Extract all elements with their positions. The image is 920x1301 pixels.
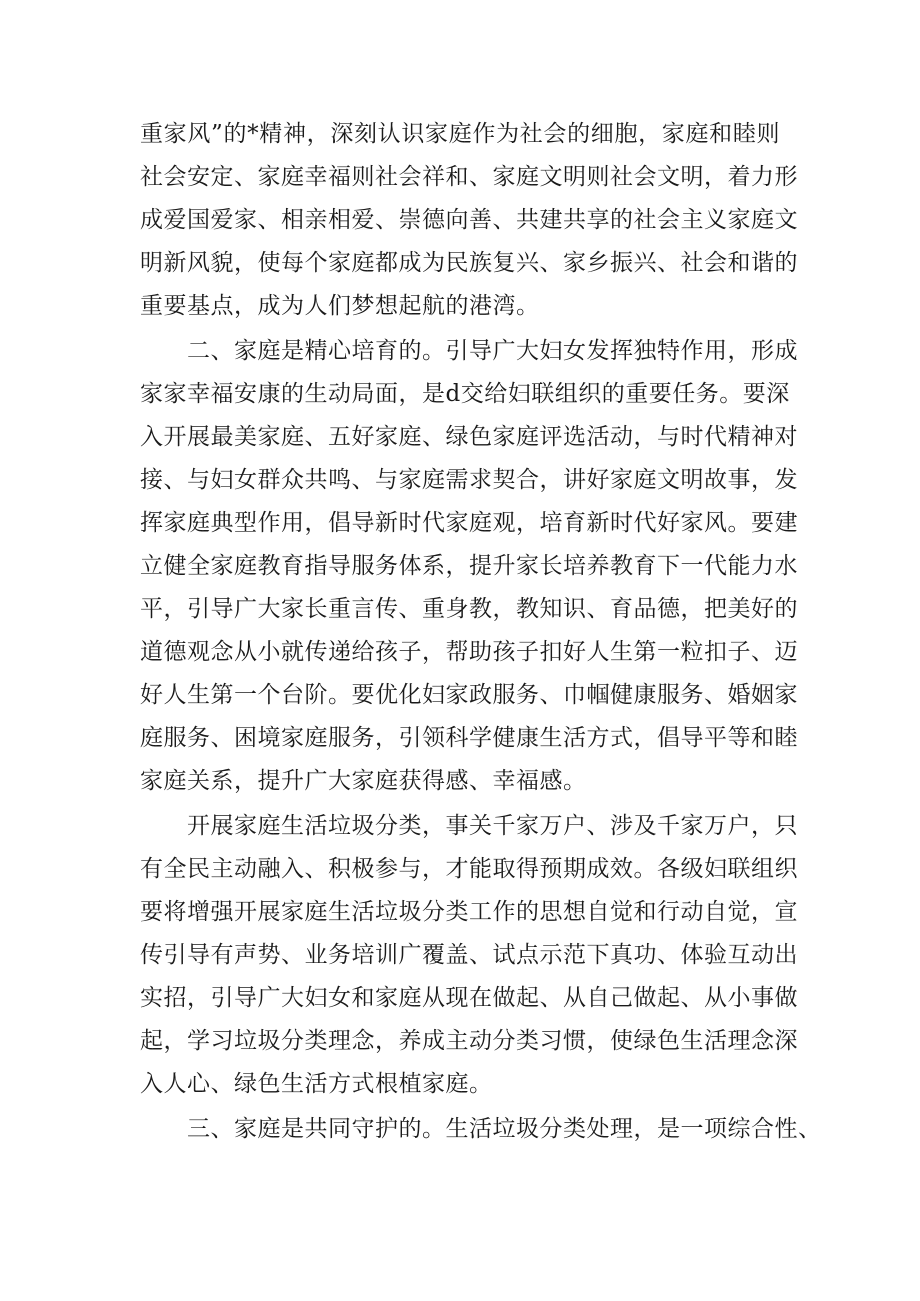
text-line: 平，引导广大家长重言传、重身教，教知识、育品德，把美好的 bbox=[140, 596, 798, 622]
text-line: 入人心、绿色生活方式根植家庭。 bbox=[140, 1071, 493, 1097]
text-line: 要将增强开展家庭生活垃圾分类工作的思想自觉和行动自觉，宣 bbox=[140, 899, 798, 925]
text-line: 道德观念从小就传递给孩子，帮助孩子扣好人生第一粒扣子、迈 bbox=[140, 639, 798, 665]
text-line: 入开展最美家庭、五好家庭、绿色家庭评选活动，与时代精神对 bbox=[140, 424, 798, 450]
text-line: 立健全家庭教育指导服务体系，提升家长培养教育下一代能力水 bbox=[140, 553, 798, 579]
text-line: 庭服务、困境家庭服务，引领科学健康生活方式，倡导平等和睦 bbox=[140, 725, 798, 751]
text-line: 接、与妇女群众共鸣、与家庭需求契合，讲好家庭文明故事，发 bbox=[140, 467, 798, 493]
text-line: 挥家庭典型作用，倡导新时代家庭观，培育新时代好家风。要建 bbox=[140, 510, 798, 536]
paragraph-heading-line: 二、家庭是精心培育的。引导广大妇女发挥独特作用，形成 bbox=[187, 338, 798, 364]
text-line: 社会安定、家庭幸福则社会祥和、家庭文明则社会文明，着力形 bbox=[140, 164, 798, 190]
text-line: 实招，引导广大妇女和家庭从现在做起、从自己做起、从小事做 bbox=[140, 985, 798, 1011]
text-line: 明新风貌，使每个家庭都成为民族复兴、家乡振兴、社会和谐的 bbox=[140, 250, 798, 276]
text-line: 重家风”的*精神，深刻认识家庭作为社会的细胞，家庭和睦则 bbox=[140, 121, 780, 147]
text-line: 有全民主动融入、积极参与，才能取得预期成效。各级妇联组织 bbox=[140, 856, 798, 882]
paragraph-heading-line: 三、家庭是共同守护的。生活垃圾分类处理，是一项综合性、 bbox=[187, 1116, 822, 1142]
text-line: 开展家庭生活垃圾分类，事关千家万户、涉及千家万户，只 bbox=[187, 813, 798, 839]
text-line: 家家幸福安康的生动局面，是d交给妇联组织的重要任务。要深 bbox=[140, 381, 790, 407]
text-line: 家庭关系，提升广大家庭获得感、幸福感。 bbox=[140, 768, 587, 794]
text-line: 重要基点，成为人们梦想起航的港湾。 bbox=[140, 293, 540, 319]
text-line: 传引导有声势、业务培训广覆盖、试点示范下真功、体验互动出 bbox=[140, 942, 798, 968]
text-line: 成爱国爱家、相亲相爱、崇德向善、共建共享的社会主义家庭文 bbox=[140, 207, 798, 233]
text-line: 起，学习垃圾分类理念，养成主动分类习惯，使绿色生活理念深 bbox=[140, 1028, 798, 1054]
text-line: 好人生第一个台阶。要优化妇家政服务、巾帼健康服务、婚姻家 bbox=[140, 682, 798, 708]
